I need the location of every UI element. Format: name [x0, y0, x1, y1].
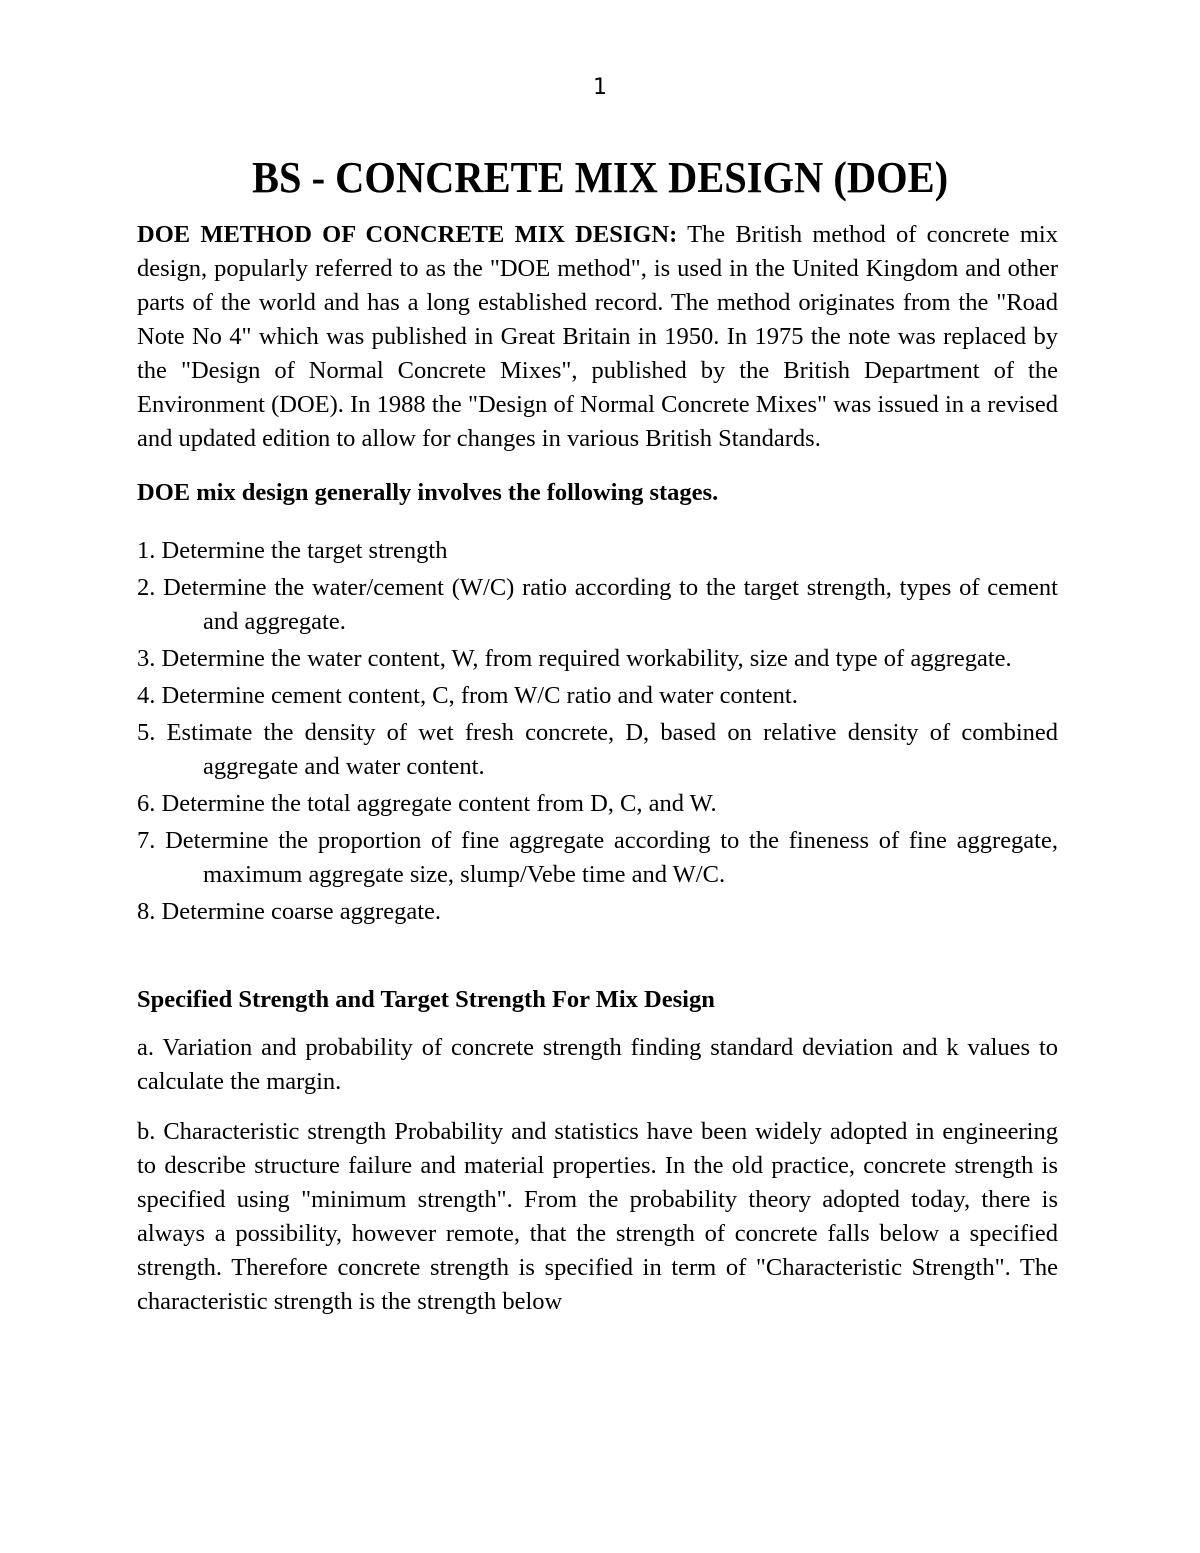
intro-lead: DOE METHOD OF CONCRETE MIX DESIGN:	[137, 221, 678, 248]
list-item: 4. Determine cement content, C, from W/C ratio and water content.	[137, 682, 798, 709]
strength-section-heading: Specified Strength and Target Strength For Mix Design	[137, 986, 715, 1013]
intro-paragraph	[137, 218, 1058, 456]
list-item: 8. Determine coarse aggregate.	[137, 898, 442, 925]
list-item: 6. Determine the total aggregate content from D, C, and W.	[137, 790, 717, 817]
paragraph-a: a. Variation and probability of concrete strength finding standard deviation and k values to calculate the margin.	[137, 1034, 1058, 1095]
page-number: 1	[593, 75, 607, 100]
stages-heading: DOE mix design generally involves the following stages.	[137, 479, 719, 506]
list-item: 1. Determine the target strength	[137, 537, 448, 564]
list-item: 3. Determine the water content, W, from required workability, size and type of aggregate.	[137, 645, 1012, 672]
document-body	[137, 218, 1058, 1319]
stages-list	[137, 534, 1058, 929]
list-item: 2. Determine the water/cement (W/C) ratio according to the target strength, types of cement and aggregate.	[137, 574, 1058, 635]
list-item: 5. Estimate the density of wet fresh concrete, D, based on relative density of combined aggregate and water content.	[137, 719, 1058, 780]
page-title: BS - CONCRETE MIX DESIGN (DOE)	[251, 153, 949, 202]
intro-text: The British method of concrete mix design, popularly referred to as the "DOE method", is used in the United Kingdom and other parts of the world and has a long established record. The method originates from the "Road Note No 4" which was published in Great Britain in 1950. In 1975 the note was replaced by the "Design of Normal Concrete Mixes", published by the British Department of the Environment (DOE). In 1988 the "Design of Normal Concrete Mixes" was issued in a revised and updated edition to allow for changes in various British Standards.	[137, 221, 1058, 452]
list-item: 7. Determine the proportion of fine aggregate according to the fineness of fine aggregate, maximum aggregate size, slump/Vebe time and W/C.	[137, 827, 1058, 888]
paragraph-b: b. Characteristic strength Probability and statistics have been widely adopted in engineering to describe structure failure and material properties. In the old practice, concrete strength is specified using "minimum strength". From the probability theory adopted today, there is always a possibility, however remote, that the strength of concrete falls below a specified strength. Therefore concrete strength is specified in term of "Characteristic Strength". The characteristic strength is the strength below	[137, 1118, 1058, 1315]
